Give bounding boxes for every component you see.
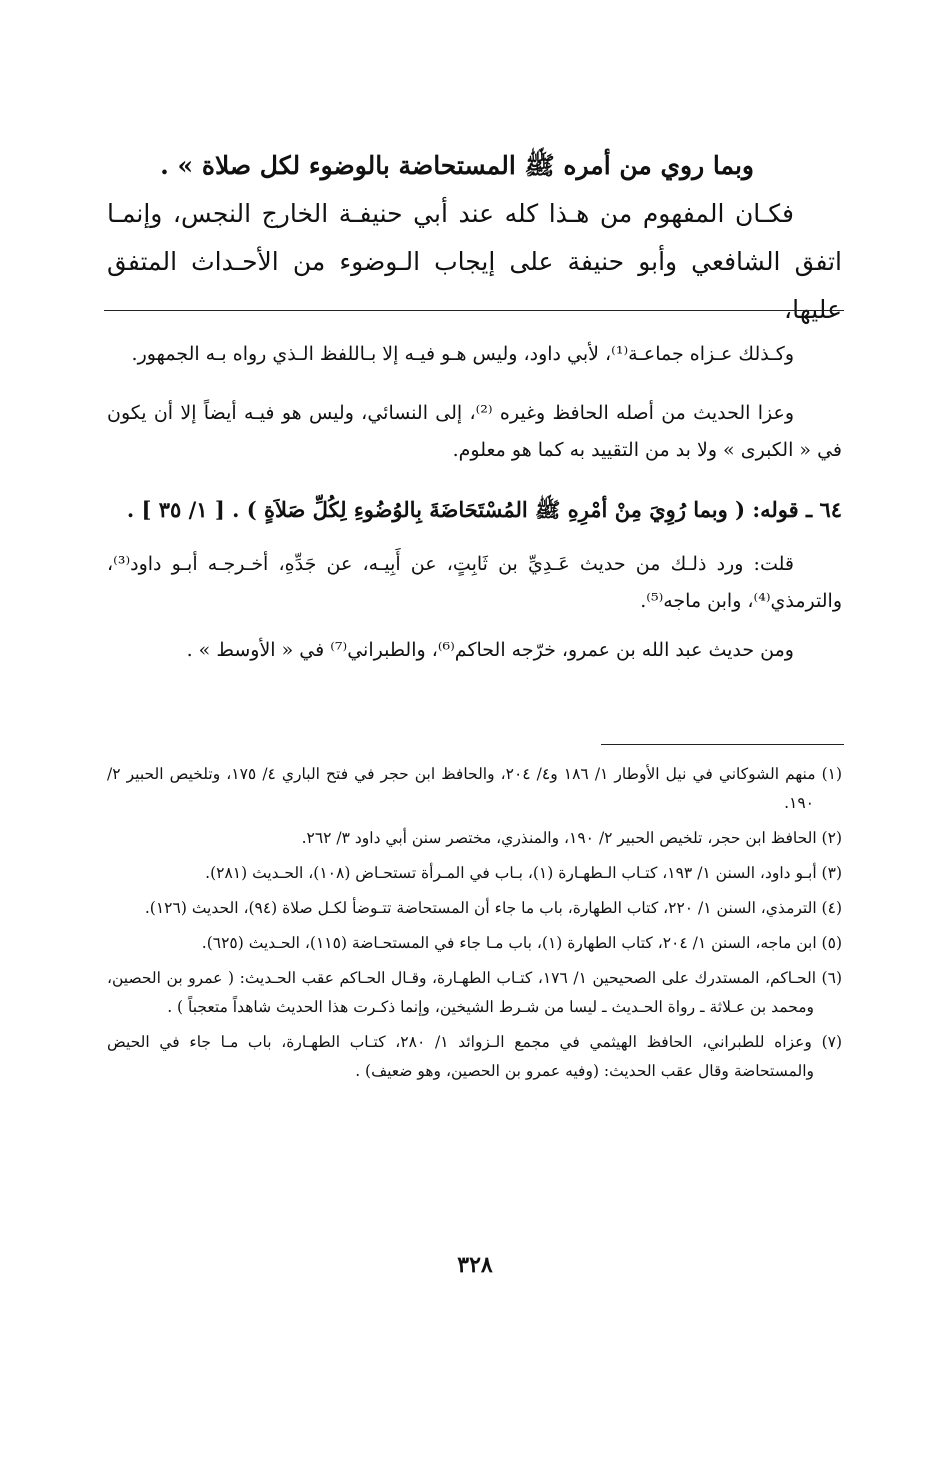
main-text-paragraph: فكـان المفهوم من هـذا كله عند أبي حنيفـة الخارج النجس، وإنمـا اتفق الشافعي وأبو حنيفة على إيجاب الـوضوء من الأحـداث المتفق عليها، — [107, 199, 842, 324]
footnote-4: (٤) الترمذي، السنن ١/ ٢٢٠، كتاب الطهارة، باب ما جاء أن المستحاضة تتـوضأ لكـل صلاة (٩٤)، الحديث (١٢٦). — [144, 899, 842, 917]
main-text-line1: وبما روي من أمره ﷺ المستحاضة بالوضوء لكل صلاة » . — [160, 151, 754, 180]
commentary-paragraph-4: ومن حديث عبد الله بن عمرو، خرّجه الحاكم⁽⁶⁾، والطبراني⁽⁷⁾ في « الأوسط » . — [186, 639, 794, 661]
commentary-paragraph-3: قلت: ورد ذلـك من حديث عَـدِيِّ بن ثَابِتٍ، عن أَبِيـه، عن جَدِّهِ، أخـرجـه أبـو داود⁽³⁾، والترمذي⁽⁴⁾، وابن ماجه⁽⁵⁾. — [107, 553, 842, 612]
footnote-7: (٧) وعزاه للطبراني، الحافظ الهيثمي في مجمع الـزوائد ١/ ٢٨٠، كتـاب الطهـارة، باب مـا جاء في الحيض والمستحاضة وقال عقب الحديث: (وفيه عمرو بن الحصين، وهو ضعيف) . — [107, 1033, 843, 1080]
page-number: ٣٢٨ — [457, 1252, 493, 1278]
commentary-paragraph-2: وعزا الحديث من أصله الحافظ وغيره ⁽²⁾، إلى النسائي، وليس هو فيـه أيضاً إلا أن يكون في « الكبرى » ولا بد من التقييد به كما هو معلوم. — [107, 402, 842, 461]
item-heading-64: ٦٤ ـ قوله: ( وبما رُوِيَ مِنْ أمْرِهِ ﷺ المُسْتَحَاضَةَ بِالوُضُوءِ لِكُلِّ صَلاَةٍ ) . [ ١/ ٣٥ ] . — [126, 497, 842, 522]
footnote-3: (٣) أبـو داود، السنن ١/ ١٩٣، كتـاب الـطهـارة (١)، بـاب في المـرأة تستحـاض (١٠٨)، الحـديث (٢٨١). — [205, 864, 842, 882]
footnote-6: (٦) الحـاكم، المستدرك على الصحيحين ١/ ١٧٦، كتـاب الطهـارة، وقـال الحـاكم عقب الحـديث: ( عمرو بن الحصين، ومحمد بن عـلاثة ـ رواة الحـديث ـ ليسا من شـرط الشيخين، وإنما ذكـرت هذا الحديث شاهداً متعجباً ) . — [107, 969, 842, 1016]
main-text-divider — [104, 310, 844, 311]
footnotes — [107, 760, 842, 1092]
commentary — [107, 336, 842, 691]
footnote-2: (٢) الحافظ ابن حجر، تلخيص الحبير ٢/ ١٩٠، والمنذري، مختصر سنن أبي داود ٣/ ٢٦٢. — [301, 829, 842, 847]
footnotes-divider — [601, 744, 844, 745]
commentary-paragraph-1: وكـذلك عـزاه جماعـة⁽¹⁾، لأبي داود، وليس هـو فيـه إلا بـاللفظ الـذي رواه بـه الجمهور. — [131, 343, 794, 365]
main-text — [107, 142, 842, 334]
footnote-1: (١) منهم الشوكاني في نيل الأوطار ١/ ١٨٦ و٤/ ٢٠٤، والحافظ ابن حجر في فتح الباري ٤/ ١٧٥، وتلخيص الحبير ٢/ ١٩٠. — [107, 765, 843, 812]
footnote-5: (٥) ابن ماجه، السنن ١/ ٢٠٤، كتاب الطهارة (١)، باب مـا جاء في المستحـاضة (١١٥)، الحـديث (٦٢٥). — [201, 934, 842, 952]
